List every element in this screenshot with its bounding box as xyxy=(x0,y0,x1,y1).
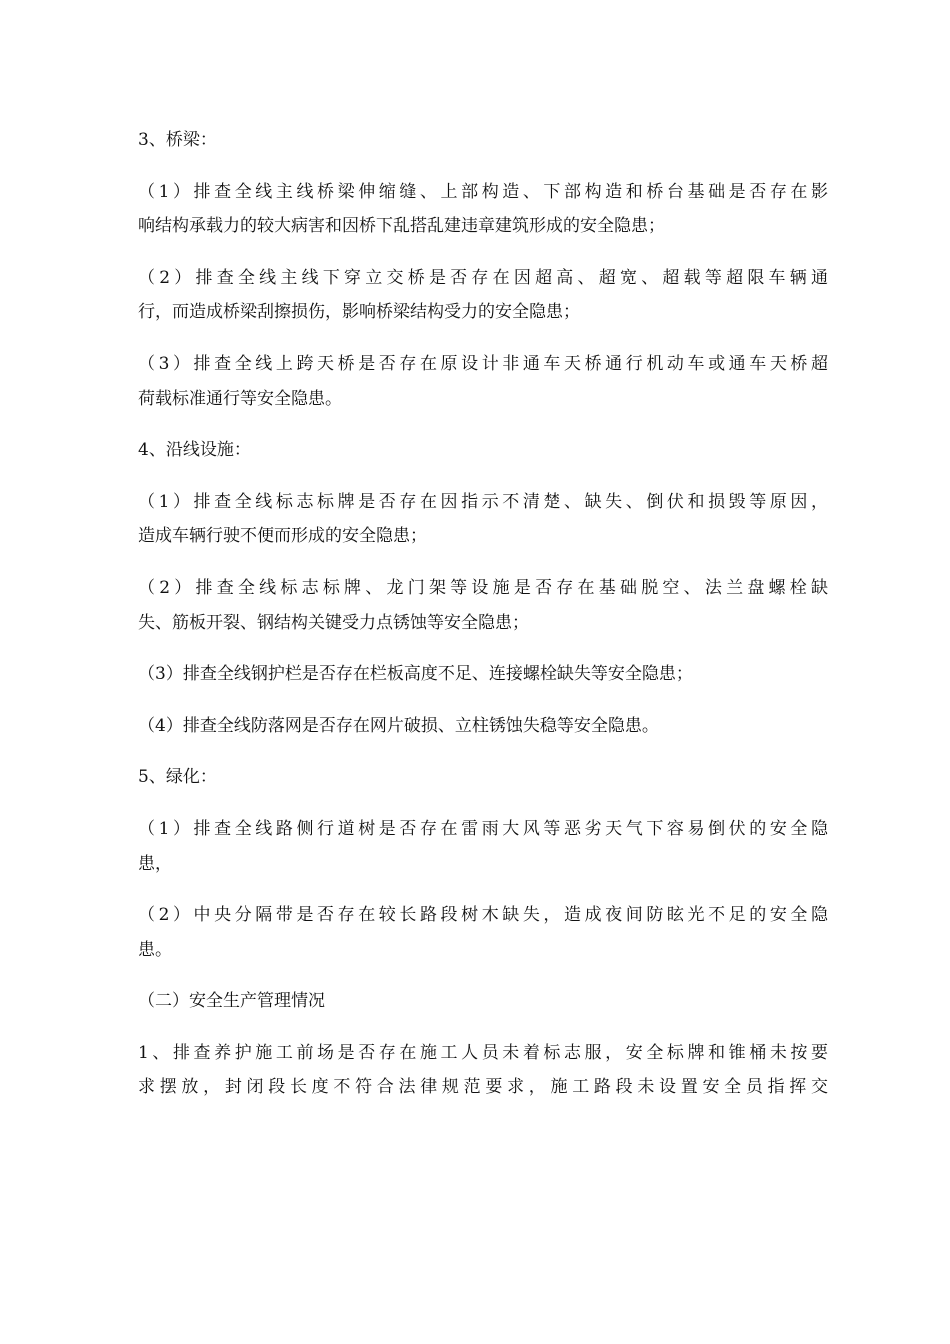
text-line: （2）排查全线主线下穿立交桥是否存在因超高、超宽、超载等超限车辆通 xyxy=(138,267,828,288)
document-body xyxy=(138,123,828,1105)
text-line: （4）排查全线防落网是否存在网片破损、立柱锈蚀失稳等安全隐患。 xyxy=(138,715,659,736)
text-line: 1、排查养护施工前场是否存在施工人员未着标志服，安全标牌和锥桶未按要 xyxy=(138,1042,828,1063)
paragraph xyxy=(138,347,828,416)
paragraph xyxy=(138,261,828,330)
paragraph xyxy=(138,657,828,692)
heading-facilities: 4、沿线设施： xyxy=(138,440,251,461)
heading-greening: 5、绿化： xyxy=(138,767,217,788)
heading-bridges: 3、桥梁： xyxy=(138,130,217,150)
text-line: 失、筋板开裂、钢结构关键受力点锈蚀等安全隐患； xyxy=(138,612,529,633)
text-line: （3）排查全线上跨天桥是否存在原设计非通车天桥通行机动车或通车天桥超 xyxy=(138,353,828,374)
paragraph xyxy=(138,984,828,1019)
text-line: 求摆放，封闭段长度不符合法律规范要求，施工路段未设置安全员指挥交 xyxy=(138,1077,828,1098)
paragraph xyxy=(138,760,828,795)
text-line: 行，而造成桥梁刮擦损伤，影响桥梁结构受力的安全隐患； xyxy=(138,302,580,323)
paragraph xyxy=(138,433,828,468)
text-line: （1）排查全线路侧行道树是否存在雷雨大风等恶劣天气下容易倒伏的安全隐 xyxy=(138,818,828,839)
paragraph xyxy=(138,123,828,158)
text-line: 造成车辆行驶不便而形成的安全隐患； xyxy=(138,526,427,547)
text-line: （2）中央分隔带是否存在较长路段树木缺失，造成夜间防眩光不足的安全隐 xyxy=(138,905,828,926)
paragraph xyxy=(138,571,828,640)
text-line: 荷载标准通行等安全隐患。 xyxy=(138,388,342,409)
paragraph xyxy=(138,175,828,244)
paragraph xyxy=(138,898,828,967)
text-line: 患， xyxy=(138,853,172,874)
text-line: （2）排查全线标志标牌、龙门架等设施是否存在基础脱空、法兰盘螺栓缺 xyxy=(138,577,828,598)
text-line: （3）排查全线钢护栏是否存在栏板高度不足、连接螺栓缺失等安全隐患； xyxy=(138,664,693,685)
paragraph xyxy=(138,709,828,744)
paragraph xyxy=(138,1036,828,1105)
paragraph xyxy=(138,485,828,554)
paragraph xyxy=(138,812,828,881)
heading-safety-management: （二）安全生产管理情况 xyxy=(138,991,325,1012)
text-line: （1）排查全线标志标牌是否存在因指示不清楚、缺失、倒伏和损毁等原因， xyxy=(138,491,828,512)
text-line: （1）排查全线主线桥梁伸缩缝、上部构造、下部构造和桥台基础是否存在影 xyxy=(138,181,828,202)
text-line: 患。 xyxy=(138,939,172,960)
text-line: 响结构承载力的较大病害和因桥下乱搭乱建违章建筑形成的安全隐患； xyxy=(138,216,665,237)
